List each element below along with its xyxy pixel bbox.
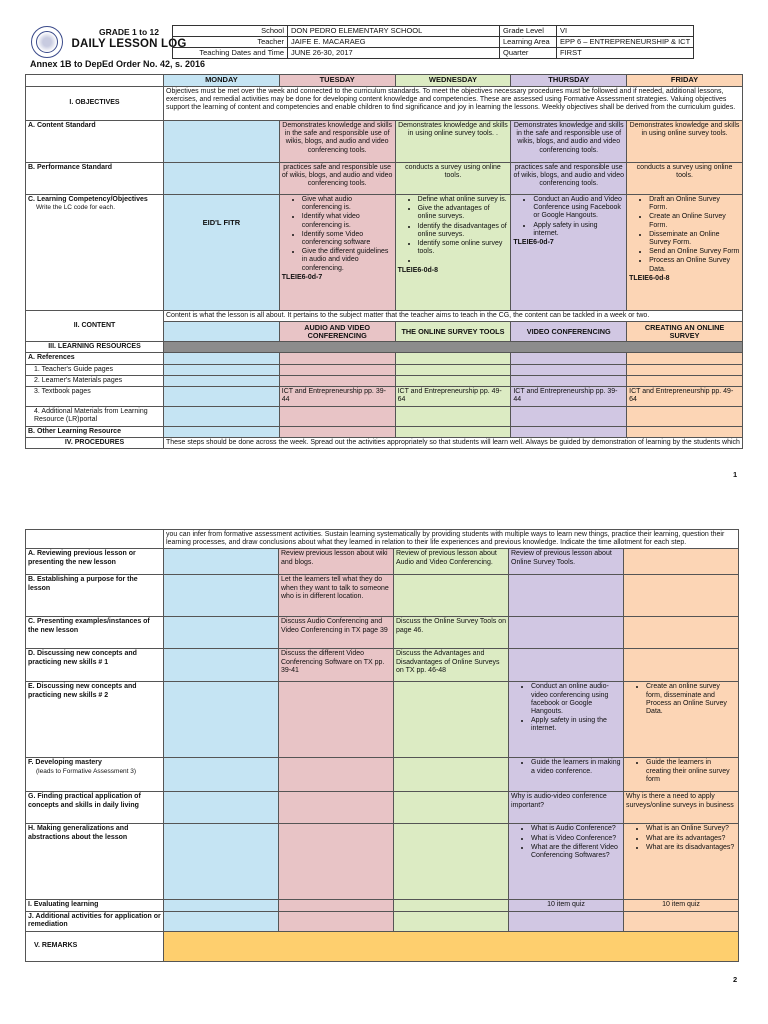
references-friday (627, 353, 743, 364)
learners-materials-label: 2. Learner's Materials pages (26, 375, 164, 386)
references-wednesday (395, 353, 511, 364)
tg-friday (627, 364, 743, 375)
lm-monday (164, 375, 280, 386)
corner-cell (26, 530, 164, 549)
step-c-wednesday: Discuss the Online Survey Tools on page 46. (394, 617, 509, 649)
lr-portal-label: 4. Additional Materials from Learning Resource (LR)portal (26, 407, 164, 427)
content-note: Content is what the lesson is all about. It pertains to the subject matter that the teacher aims to teach in the CG, the content can be tackled in a week or two. (164, 311, 743, 322)
list-item: • Draft an Online Survey Form. (649, 196, 740, 212)
page-1 (0, 0, 768, 495)
objectives-label: I. OBJECTIVES (26, 87, 164, 121)
competency-friday (627, 195, 743, 311)
step-e-tuesday (279, 682, 394, 758)
teachers-guide-label: 1. Teacher's Guide pages (26, 364, 164, 375)
step-g-friday: Why is there a need to apply surveys/online surveys in business (624, 792, 739, 824)
step-g-tuesday (279, 792, 394, 824)
school-label: School (173, 26, 288, 37)
step-j-monday (164, 911, 279, 931)
list-item: • Apply safety in using the internet. (531, 717, 621, 733)
step-j-friday (624, 911, 739, 931)
quarter-label: Quarter (500, 48, 557, 59)
other-tuesday (279, 427, 395, 438)
list-item: • Conduct an Audio and Video Conference using Facebook or Google Hangouts. (533, 196, 624, 221)
step-f-label: F. Developing mastery (28, 759, 102, 767)
procedures-label: IV. PROCEDURES (26, 438, 164, 449)
competency-wednesday-list (398, 196, 509, 266)
info-table (172, 25, 694, 59)
step-f-thursday-list (511, 759, 621, 775)
lr-tuesday (279, 407, 395, 427)
step-i-friday: 10 item quiz (624, 900, 739, 911)
step-c-friday (624, 617, 739, 649)
list-item: • Identify some online survey tools. (418, 240, 509, 256)
lr-friday (627, 407, 743, 427)
day-header-monday: MONDAY (164, 75, 280, 87)
textbook-label: 3. Textbook pages (26, 387, 164, 407)
competency-thursday-list (513, 196, 624, 238)
page-2 (0, 525, 768, 1024)
performance-standard-monday (164, 163, 280, 195)
content-monday (164, 322, 280, 342)
step-e-label: E. Discussing new concepts and practicing new skills # 2 (26, 682, 164, 758)
step-e-thursday (509, 682, 624, 758)
content-label: II. CONTENT (26, 311, 164, 342)
step-h-friday (624, 824, 739, 900)
step-a-wednesday: Review of previous lesson about Audio and Video Conferencing. (394, 549, 509, 575)
step-h-thursday (509, 824, 624, 900)
content-standard-thursday: Demonstrates knowledge and skills in the safe and responsible use of wikis, blogs, and audio and video conferencing tools. (511, 121, 627, 163)
lr-thursday (511, 407, 627, 427)
step-d-tuesday: Discuss the different Video Conferencing Software on TX pp. 39-41 (279, 649, 394, 682)
list-item: • What are its advantages? (646, 835, 736, 843)
school-value: DON PEDRO ELEMENTARY SCHOOL (288, 26, 500, 37)
list-item: • Guide the learners in making a video conference. (531, 759, 621, 775)
content-thursday: VIDEO CONFERENCING (511, 322, 627, 342)
references-tuesday (279, 353, 395, 364)
grade-range: GRADE 1 to 12 (99, 27, 159, 37)
list-item: • Apply safety in using internet. (533, 222, 624, 238)
step-h-thursday-list (511, 825, 621, 860)
step-a-tuesday: Review previous lesson about wiki and blogs. (279, 549, 394, 575)
competency-tuesday (279, 195, 395, 311)
references-label: A. References (26, 353, 164, 364)
step-a-thursday: Review of previous lesson about Online Survey Tools. (509, 549, 624, 575)
step-d-monday (164, 649, 279, 682)
step-g-wednesday (394, 792, 509, 824)
performance-standard-label: B. Performance Standard (26, 163, 164, 195)
step-e-friday-list (626, 683, 736, 716)
tb-wednesday: ICT and Entrepreneurship pp. 49-64 (395, 387, 511, 407)
learning-area-label: Learning Area (500, 37, 557, 48)
list-item: • Process an Online Survey Data. (649, 257, 740, 273)
lm-friday (627, 375, 743, 386)
step-h-wednesday (394, 824, 509, 900)
list-item: • What is Audio Conference? (531, 825, 621, 833)
content-standard-label: A. Content Standard (26, 121, 164, 163)
lm-wednesday (395, 375, 511, 386)
step-d-wednesday: Discuss the Advantages and Disadvantages of Online Surveys on TX pp. 46-48 (394, 649, 509, 682)
step-b-label: B. Establishing a purpose for the lesson (26, 575, 164, 617)
procedures-note: These steps should be done across the week. Spread out the activities appropriately so that students will learn well. Always be guided by demonstration of learning by the students which (164, 438, 743, 449)
tg-thursday (511, 364, 627, 375)
corner-cell (26, 75, 164, 87)
list-item: • Give the different guidelines in audio and video conferencing. (302, 248, 393, 273)
step-d-friday (624, 649, 739, 682)
day-header-thursday: THURSDAY (511, 75, 627, 87)
step-e-thursday-list (511, 683, 621, 733)
teacher-label: Teacher (173, 37, 288, 48)
step-j-wednesday (394, 911, 509, 931)
other-monday (164, 427, 280, 438)
teacher-value: JAIFE E. MACARAEG (288, 37, 500, 48)
tb-friday: ICT and Entrepreneurship pp. 49-64 (627, 387, 743, 407)
performance-standard-friday: conducts a survey using online tools. (627, 163, 743, 195)
step-h-friday-list (626, 825, 736, 852)
content-standard-monday (164, 121, 280, 163)
lesson-table-page-1 (25, 74, 743, 449)
step-h-monday (164, 824, 279, 900)
list-item: • Identify the disadvantages of online surveys. (418, 223, 509, 239)
step-a-friday (624, 549, 739, 575)
list-item: • Give what audio conferencing is. (302, 196, 393, 212)
competency-thursday (511, 195, 627, 311)
step-b-monday (164, 575, 279, 617)
step-c-monday (164, 617, 279, 649)
list-item: • Identify what video conferencing is. (302, 213, 393, 229)
content-standard-tuesday: Demonstrates knowledge and skills in the safe and responsible use of wikis, blogs, and audio and video conferencing tools. (279, 121, 395, 163)
step-c-tuesday: Discuss Audio Conferencing and Video Conferencing in TX page 39 (279, 617, 394, 649)
step-a-monday (164, 549, 279, 575)
dates-label: Teaching Dates and Time (173, 48, 288, 59)
learning-area-value: EPP 6 – ENTREPRENEURSHIP & ICT (557, 37, 694, 48)
competency-friday-list (629, 196, 740, 274)
references-thursday (511, 353, 627, 364)
other-wednesday (395, 427, 511, 438)
page-number: 1 (733, 470, 738, 479)
step-i-monday (164, 900, 279, 911)
document-title: DAILY LESSON LOG (71, 38, 187, 50)
lm-tuesday (279, 375, 395, 386)
lm-thursday (511, 375, 627, 386)
remarks-label: V. REMARKS (26, 931, 164, 961)
list-item: • Send an Online Survey Form (649, 248, 740, 256)
competency-label-cell (26, 195, 164, 311)
step-c-label: C. Presenting examples/instances of the new lesson (26, 617, 164, 649)
other-friday (627, 427, 743, 438)
content-standard-wednesday: Demonstrates knowledge and skills in using online survey tools. . (395, 121, 511, 163)
list-item: • What are the different Video Conferencing Softwares? (531, 844, 621, 860)
tg-wednesday (395, 364, 511, 375)
tg-monday (164, 364, 280, 375)
day-header-wednesday: WEDNESDAY (395, 75, 511, 87)
list-item: • Define what online survey is. (418, 196, 509, 204)
list-item: • What are its disadvantages? (646, 844, 736, 852)
other-thursday (511, 427, 627, 438)
step-f-thursday (509, 758, 624, 792)
step-j-thursday (509, 911, 624, 931)
day-header-friday: FRIDAY (627, 75, 743, 87)
objectives-note: Objectives must be met over the week and connected to the curriculum standards. To meet the objectives necessary procedures must be followed and if needed, additional lessons, exercises, and remedial activities may be done for developing content knowledge and competencies. These are assessed using Formative Assessment strategies. Valuing objectives support the learning of content and competencies and enable children to find significance and joy in learning the lessons. Weekly objectives shall be derived from the curriculum guides. (164, 87, 743, 121)
step-b-tuesday: Let the learners tell what they do when they want to talk to someone who is in different location. (279, 575, 394, 617)
lc-code-wednesday: TLEIE6-0d-8 (397, 266, 439, 274)
step-i-tuesday (279, 900, 394, 911)
lc-code-thursday: TLEIE6-0d-7 (513, 239, 554, 247)
list-item: • Create an Online Survey Form. (649, 213, 740, 229)
page-number: 2 (733, 975, 738, 984)
learning-resources-label: III. LEARNING RESOURCES (26, 342, 164, 353)
list-item: • Conduct an online audio-video conferencing using facebook or Google Hangouts. (531, 683, 621, 716)
content-friday: CREATING AN ONLINE SURVEY (627, 322, 743, 342)
step-j-tuesday (279, 911, 394, 931)
step-f-wednesday (394, 758, 509, 792)
step-f-monday (164, 758, 279, 792)
step-c-thursday (509, 617, 624, 649)
list-item: • Disseminate an Online Survey Form. (649, 231, 740, 247)
lr-wednesday (395, 407, 511, 427)
performance-standard-thursday: practices safe and responsible use of wikis, blogs, and audio and video conferencing tools. (511, 163, 627, 195)
step-g-thursday: Why is audio-video conference important? (509, 792, 624, 824)
list-item: • What is Video Conference? (531, 835, 621, 843)
competency-wednesday (395, 195, 511, 311)
quarter-value: FIRST (557, 48, 694, 59)
step-b-friday (624, 575, 739, 617)
step-f-label-cell (26, 758, 164, 792)
list-item: • Create an online survey form, disseminate and Process an Online Survey Data. (646, 683, 736, 716)
competency-tuesday-list (282, 196, 393, 273)
step-d-label: D. Discussing new concepts and practicing new skills # 1 (26, 649, 164, 682)
competency-monday: EID'L FITR (164, 195, 280, 311)
grade-level-value: VI (557, 26, 694, 37)
references-monday (164, 353, 280, 364)
content-tuesday: AUDIO AND VIDEO CONFERENCING (279, 322, 395, 342)
step-a-label: A. Reviewing previous lesson or presenting the new lesson (26, 549, 164, 575)
step-f-tuesday (279, 758, 394, 792)
step-h-label: H. Making generalizations and abstractions about the lesson (26, 824, 164, 900)
step-i-thursday: 10 item quiz (509, 900, 624, 911)
list-item: • Identify some Video conferencing software (302, 231, 393, 247)
grade-level-label: Grade Level (500, 26, 557, 37)
step-i-wednesday (394, 900, 509, 911)
step-f-friday (624, 758, 739, 792)
list-item: • Give the advantages of online surveys. (418, 205, 509, 221)
list-item: • What is an Online Survey? (646, 825, 736, 833)
step-h-tuesday (279, 824, 394, 900)
performance-standard-wednesday: conducts a survey using online tools. (395, 163, 511, 195)
step-f-friday-list (626, 759, 736, 784)
step-f-sublabel: (leads to Formative Assessment 3) (36, 767, 137, 775)
performance-standard-tuesday: practices safe and responsible use of wikis, blogs, and audio and video conferencing tools. (279, 163, 395, 195)
lesson-table-page-2 (25, 529, 739, 962)
day-header-tuesday: TUESDAY (279, 75, 395, 87)
content-standard-friday: Demonstrates knowledge and skills in using online survey tools. (627, 121, 743, 163)
tb-thursday: ICT and Entrepreneurship pp. 39-44 (511, 387, 627, 407)
lc-code-friday: TLEIE6-0d-8 (629, 274, 670, 282)
lr-monday (164, 407, 280, 427)
lc-code-tuesday: TLEIE6-0d-7 (281, 273, 323, 281)
remarks-area (164, 931, 739, 961)
step-e-wednesday (394, 682, 509, 758)
step-e-friday (624, 682, 739, 758)
step-j-label: J. Additional activities for application or remediation (26, 911, 164, 931)
annex-reference: Annex 1B to DepEd Order No. 42, s. 2016 (30, 59, 206, 69)
step-e-monday (164, 682, 279, 758)
tg-tuesday (279, 364, 395, 375)
competency-label: C. Learning Competency/Objectives (28, 196, 148, 203)
step-g-label: G. Finding practical application of concepts and skills in daily living (26, 792, 164, 824)
learning-resources-bar (164, 342, 743, 353)
step-g-monday (164, 792, 279, 824)
content-wednesday: THE ONLINE SURVEY TOOLS (395, 322, 511, 342)
deped-seal-icon (31, 26, 63, 58)
step-d-thursday (509, 649, 624, 682)
step-b-thursday (509, 575, 624, 617)
procedures-note-continued: you can infer from formative assessment activities. Sustain learning systematically by providing students with multiple ways to learn new things, practice their learning, question their learning processes, and draw conclusions about what they learned in relation to their life experiences and previous knowledge. Indicate the time allotment for each step. (164, 530, 739, 549)
list-item: • Guide the learners in creating their online survey form (646, 759, 736, 784)
tb-monday (164, 387, 280, 407)
step-b-wednesday (394, 575, 509, 617)
dates-value: JUNE 26-30, 2017 (288, 48, 500, 59)
tb-tuesday: ICT and Entrepreneurship pp. 39-44 (279, 387, 395, 407)
list-item (418, 257, 509, 265)
other-resources-label: B. Other Learning Resource (26, 427, 164, 438)
step-i-label: I. Evaluating learning (26, 900, 164, 911)
competency-sublabel: Write the LC code for each. (36, 204, 116, 212)
